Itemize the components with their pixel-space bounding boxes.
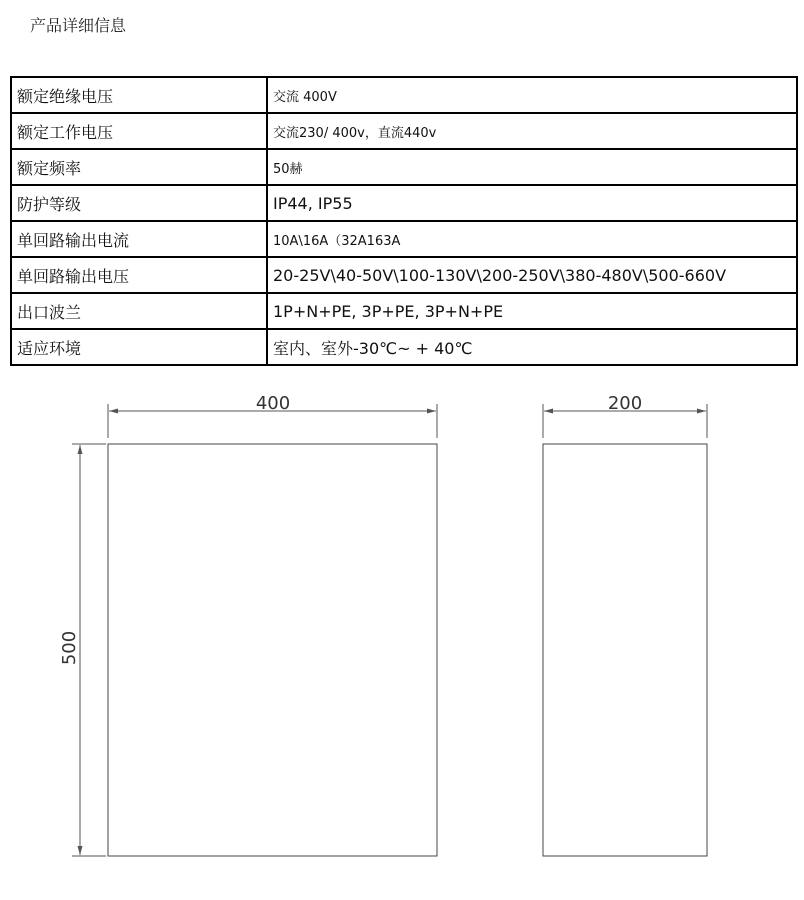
spec-value: 1P+N+PE, 3P+PE, 3P+N+PE <box>267 293 797 329</box>
spec-label: 适应环境 <box>11 329 267 365</box>
width-label: 400 <box>255 393 291 414</box>
height-label: 500 <box>59 630 80 666</box>
table-row <box>11 185 797 221</box>
front-view-outline <box>108 444 437 856</box>
depth-label: 200 <box>607 393 643 414</box>
spec-label: 额定频率 <box>11 149 267 185</box>
width-dimension <box>108 393 437 438</box>
spec-label: 单回路输出电压 <box>11 257 267 293</box>
spec-value: 50赫 <box>267 149 797 185</box>
spec-value: IP44, IP55 <box>267 185 797 221</box>
spec-value: 10A\16A（32A163A <box>267 221 797 257</box>
spec-label: 单回路输出电流 <box>11 221 267 257</box>
spec-value: 交流 400V <box>267 77 797 113</box>
spec-value: 20-25V\40-50V\100-130V\200-250V\380-480V\500-660V <box>267 257 797 293</box>
spec-table <box>10 76 798 366</box>
height-dimension <box>59 444 106 856</box>
page-title: 产品详细信息 <box>30 16 127 35</box>
side-view-outline <box>543 444 707 856</box>
dimension-drawing <box>0 380 804 880</box>
spec-label: 额定绝缘电压 <box>11 77 267 113</box>
spec-value: 交流230/ 400v，直流440v <box>267 113 797 149</box>
table-row <box>11 113 797 149</box>
table-row <box>11 257 797 293</box>
table-row <box>11 293 797 329</box>
spec-label: 防护等级 <box>11 185 267 221</box>
spec-value: 室内、室外-30℃~ + 40℃ <box>267 329 797 365</box>
table-row <box>11 329 797 365</box>
spec-label: 出口波兰 <box>11 293 267 329</box>
spec-label: 额定工作电压 <box>11 113 267 149</box>
table-row <box>11 149 797 185</box>
table-row <box>11 221 797 257</box>
table-row <box>11 77 797 113</box>
depth-dimension <box>543 393 707 438</box>
